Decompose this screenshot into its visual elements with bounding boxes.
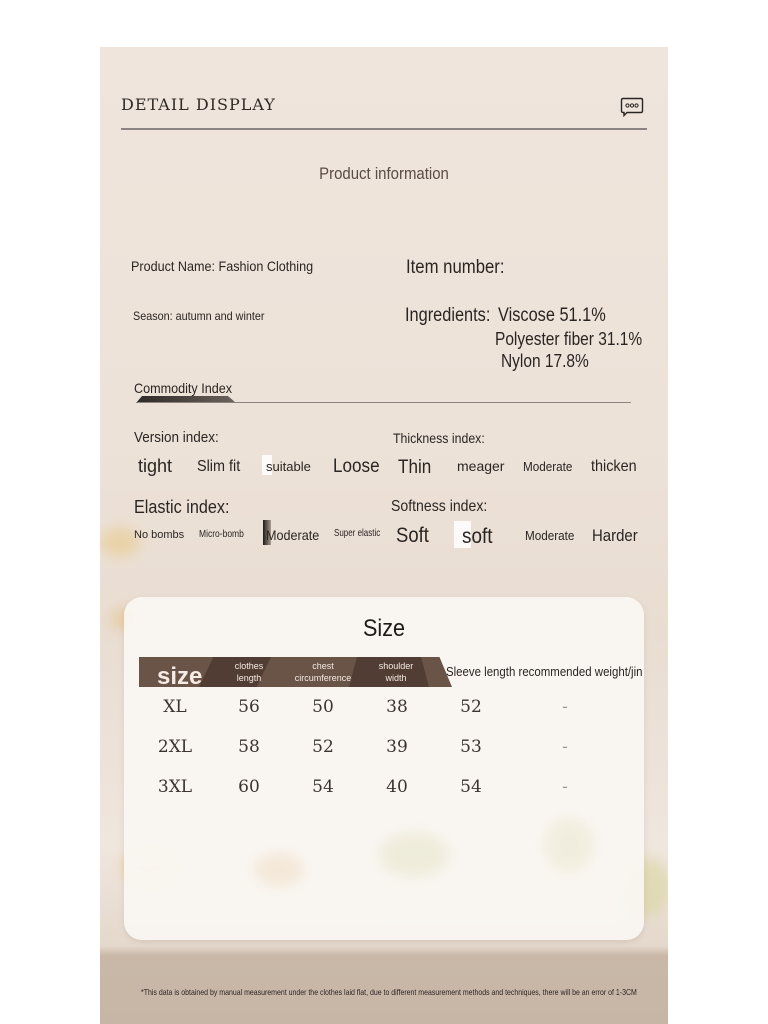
measurement-footnote: *This data is obtained by manual measurement under the clothes laid flat, due to different measurement methods and techniques, there will be an error of 1-3CM xyxy=(141,987,637,997)
thickness-option-thicken: thicken xyxy=(591,458,637,475)
leaf-decoration xyxy=(544,817,594,872)
season: Season: autumn and winter xyxy=(133,309,265,323)
version-option-loose: Loose xyxy=(333,456,380,477)
thickness-index-label: Thickness index: xyxy=(393,430,485,446)
cell-shoulder: 38 xyxy=(386,697,408,717)
cell-weight: - xyxy=(562,777,568,797)
softness-option-soft-selected: soft xyxy=(462,525,493,548)
cell-length: 56 xyxy=(238,697,260,717)
cell-chest: 54 xyxy=(312,777,334,797)
cell-length: 60 xyxy=(238,777,260,797)
ingredients-label: Ingredients: xyxy=(405,305,491,326)
cell-weight: - xyxy=(562,737,568,757)
elastic-option-moderate: Moderate xyxy=(266,527,320,543)
size-table-header xyxy=(139,657,643,690)
version-option-slim-fit: Slim fit xyxy=(197,458,241,475)
table-row xyxy=(139,777,636,807)
cell-chest: 50 xyxy=(312,697,334,717)
table-row xyxy=(139,697,636,727)
version-option-tight: tight xyxy=(138,456,173,476)
version-option-suitable: suitable xyxy=(266,459,311,474)
header-chest-circumference: chest circumference xyxy=(294,661,352,683)
elastic-option-super-elastic: Super elastic xyxy=(334,528,381,539)
cell-length: 58 xyxy=(238,737,260,757)
cell-sleeve: 54 xyxy=(460,777,482,797)
cell-chest: 52 xyxy=(312,737,334,757)
thickness-option-thin: Thin xyxy=(398,457,432,478)
section-title-product-info: Product information xyxy=(319,164,449,183)
thickness-option-moderate: Moderate xyxy=(523,459,573,474)
elastic-option-no-bombs: No bombs xyxy=(134,529,185,541)
cell-sleeve: 52 xyxy=(460,697,482,717)
cell-weight: - xyxy=(562,697,568,717)
softness-option-soft: Soft xyxy=(396,524,429,547)
leaf-decoration xyxy=(254,852,304,887)
size-table-title: Size xyxy=(362,615,406,642)
commodity-index-title: Commodity Index xyxy=(134,380,233,396)
version-index-label: Version index: xyxy=(134,429,219,446)
header-shoulder-width: shoulder width xyxy=(378,661,414,683)
cell-size: 3XL xyxy=(157,777,193,797)
chat-bubble-icon[interactable] xyxy=(620,97,644,117)
page-title: DETAIL DISPLAY xyxy=(121,95,276,114)
cell-sleeve: 53 xyxy=(460,737,482,757)
elastic-option-micro-bomb: Micro-bomb xyxy=(199,529,244,540)
softness-option-harder: Harder xyxy=(592,526,638,545)
cell-size: XL xyxy=(163,697,187,717)
size-card xyxy=(124,597,644,940)
ingredient-item: Nylon 17.8% xyxy=(501,351,589,371)
detail-poster xyxy=(100,47,668,1024)
ingredient-item: Polyester fiber 31.1% xyxy=(495,329,643,349)
leaf-decoration xyxy=(379,832,449,877)
thickness-option-meager: meager xyxy=(457,458,505,474)
cell-shoulder: 40 xyxy=(386,777,408,797)
header-size: size xyxy=(157,663,203,690)
item-number: Item number: xyxy=(406,257,505,278)
ingredient-item: Viscose 51.1% xyxy=(498,305,606,326)
table-row xyxy=(139,737,636,767)
header-divider xyxy=(121,128,647,130)
product-name: Product Name: Fashion Clothing xyxy=(131,258,314,274)
cell-shoulder: 39 xyxy=(386,737,408,757)
cell-size: 2XL xyxy=(157,737,193,757)
softness-index-label: Softness index: xyxy=(391,498,488,515)
elastic-index-label: Elastic index: xyxy=(134,497,230,517)
header-sleeve-weight: Sleeve length recommended weight/jin xyxy=(446,664,643,679)
header-clothes-length: clothes length xyxy=(234,661,264,683)
commodity-index-divider xyxy=(136,402,631,403)
softness-option-moderate: Moderate xyxy=(525,528,575,543)
